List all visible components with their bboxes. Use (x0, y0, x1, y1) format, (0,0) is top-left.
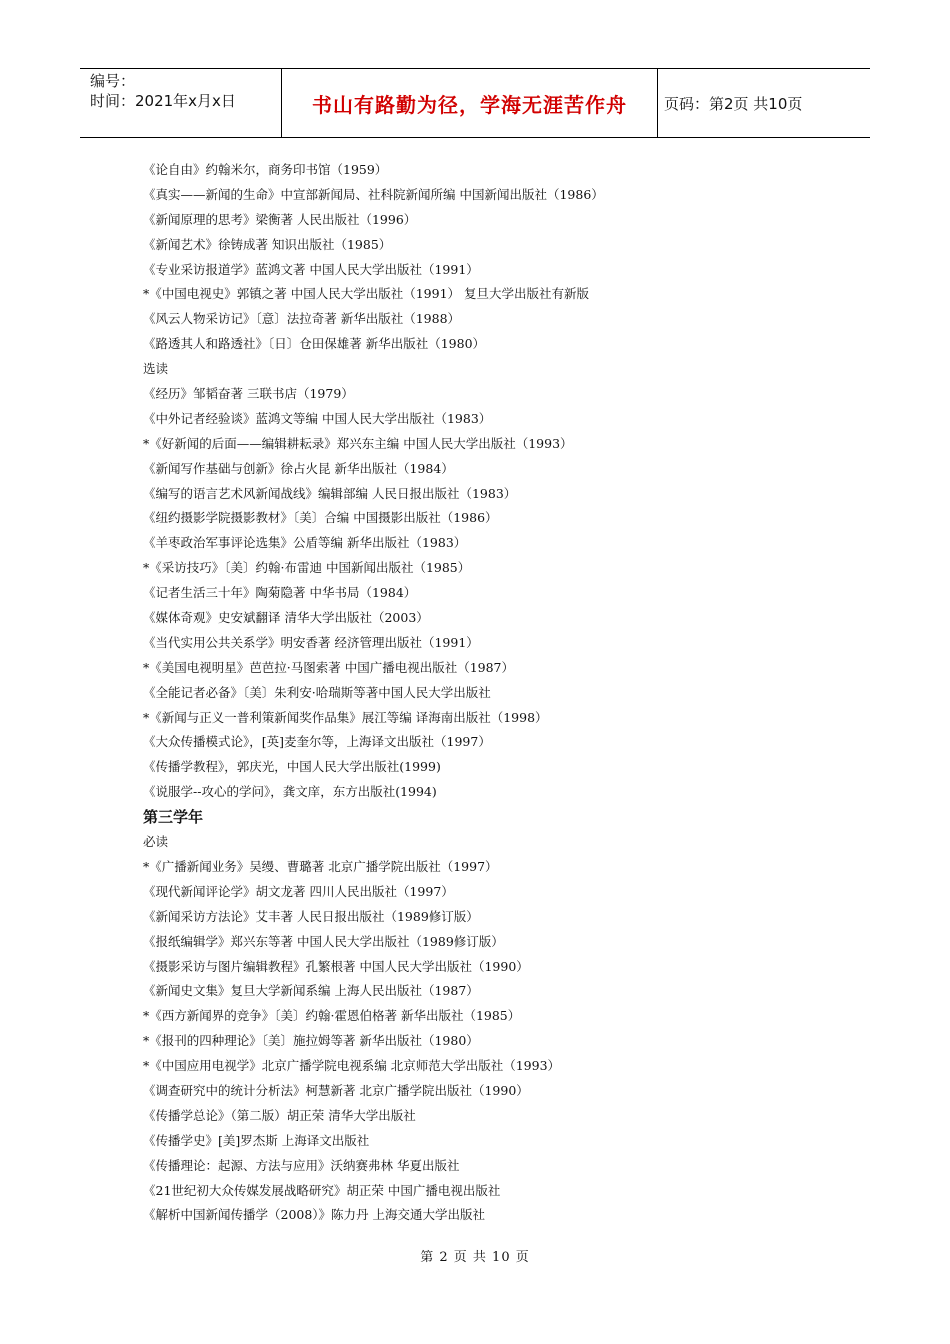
book-entry: 《大众传播模式论》，[英]麦奎尔等，上海译文出版社（1997） (143, 734, 491, 750)
book-entry: 《论自由》约翰米尔，商务印书馆（1959） (143, 162, 388, 177)
book-entry: 《摄影采访与图片编辑教程》孔繁根著 中国人民大学出版社（1990） (143, 958, 529, 974)
book-entry: 《经历》邹韬奋著 三联书店（1979） (143, 386, 354, 402)
book-entry: 《中外记者经验谈》蓝鸿文等编 中国人民大学出版社（1983） (143, 410, 492, 426)
header-meta-cell (80, 69, 282, 137)
book-entry: *《中国应用电视学》北京广播学院电视系编 北京师范大学出版社（1993） (143, 1058, 561, 1074)
header-motto: 书山有路勤为径，学海无涯苦作舟 (282, 69, 658, 137)
book-entry: 《新闻写作基础与创新》徐占火昆 新华出版社（1984） (143, 460, 454, 476)
reading-list (143, 158, 883, 1228)
book-entry: 《传播学总论》（第二版）胡正荣 清华大学出版社 (143, 1107, 416, 1123)
book-entry: 《风云人物采访记》〔意〕法拉奇著 新华出版社（1988） (143, 311, 461, 327)
book-entry: *《好新闻的后面——编辑耕耘录》郑兴东主编 中国人民大学出版社（1993） (143, 435, 573, 451)
book-entry: 《路透其人和路透社》〔日〕仓田保雄著 新华出版社（1980） (143, 336, 486, 352)
page-header (80, 68, 870, 138)
book-entry: 《专业采访报道学》蓝鸿文著 中国人民大学出版社（1991） (143, 261, 479, 277)
book-entry: 《报纸编辑学》郑兴东等著 中国人民大学出版社（1989修订版） (143, 933, 504, 949)
document-date-label: 时间：2021年x月x日 (90, 92, 236, 110)
book-entry: *《中国电视史》郭镇之著 中国人民大学出版社（1991） 复旦大学出版社有新版 (143, 286, 590, 302)
book-entry: 《编写的语言艺术风新闻战线》编辑部编 人民日报出版社（1983） (143, 485, 517, 501)
book-entry: 《当代实用公共关系学》明安香著 经济管理出版社（1991） (143, 634, 479, 650)
section-heading: 第三学年 (143, 808, 204, 827)
page-footer: 第 2 页 共 10 页 (420, 1250, 530, 1265)
book-entry: *《美国电视明星》芭芭拉·马图索著 中国广播电视出版社（1987） (143, 659, 515, 675)
book-entry: 《解析中国新闻传播学（2008）》陈力丹 上海交通大学出版社 (143, 1207, 486, 1223)
book-entry: 《纽约摄影学院摄影教材》〔美〕合编 中国摄影出版社（1986） (143, 510, 498, 526)
book-entry: *《新闻与正义一普利策新闻奖作品集》展江等编 译海南出版社（1998） (143, 709, 548, 725)
book-entry: 《新闻采访方法论》艾丰著 人民日报出版社（1989修订版） (143, 908, 479, 924)
book-entry: 《新闻史文集》复旦大学新闻系编 上海人民出版社（1987） (143, 983, 479, 999)
subsection-label: 选读 (143, 361, 169, 377)
header-page-info: 页码：第2页 共10页 (664, 94, 803, 113)
book-entry: 《现代新闻评论学》胡文龙著 四川人民出版社（1997） (143, 883, 454, 899)
book-entry: *《报刊的四种理论》〔美〕施拉姆等著 新华出版社（1980） (143, 1033, 479, 1049)
subsection-label: 必读 (143, 834, 169, 850)
book-entry: 《羊枣政治军事评论选集》公盾等编 新华出版社（1983） (143, 535, 467, 551)
book-entry: 《调查研究中的统计分析法》柯慧新著 北京广播学院出版社（1990） (143, 1082, 529, 1098)
book-entry: 《新闻艺术》徐铸成著 知识出版社（1985） (143, 236, 392, 252)
book-entry: 《媒体奇观》史安斌翻译 清华大学出版社（2003） (143, 610, 429, 626)
book-entry: 《传播学教程》，郭庆光，中国人民大学出版社(1999) (143, 759, 441, 775)
book-entry: 《说服学--攻心的学问》，龚文庠，东方出版社(1994) (143, 784, 437, 800)
document-number-label: 编号： (90, 72, 136, 90)
book-entry: 《真实——新闻的生命》中宣部新闻局、社科院新闻所编 中国新闻出版社（1986） (143, 186, 604, 202)
book-entry: 《传播理论：起源、方法与应用》沃纳赛弗林 华夏出版社 (143, 1157, 460, 1173)
book-entry: *《西方新闻界的竞争》〔美〕约翰·霍恩伯格著 新华出版社（1985） (143, 1008, 521, 1024)
book-entry: 《21世纪初大众传媒发展战略研究》胡正荣 中国广播电视出版社 (143, 1182, 501, 1198)
book-entry: 《记者生活三十年》陶菊隐著 中华书局（1984） (143, 585, 417, 601)
book-entry: *《广播新闻业务》吴缦、曹璐著 北京广播学院出版社（1997） (143, 858, 498, 874)
book-entry: 《全能记者必备》〔美〕朱利安·哈瑞斯等著中国人民大学出版社 (143, 684, 491, 700)
book-entry: 《新闻原理的思考》梁衡著 人民出版社（1996） (143, 211, 417, 227)
book-entry: 《传播学史》[美]罗杰斯 上海译文出版社 (143, 1132, 370, 1148)
book-entry: *《采访技巧》〔美〕约翰·布雷迪 中国新闻出版社（1985） (143, 560, 471, 576)
